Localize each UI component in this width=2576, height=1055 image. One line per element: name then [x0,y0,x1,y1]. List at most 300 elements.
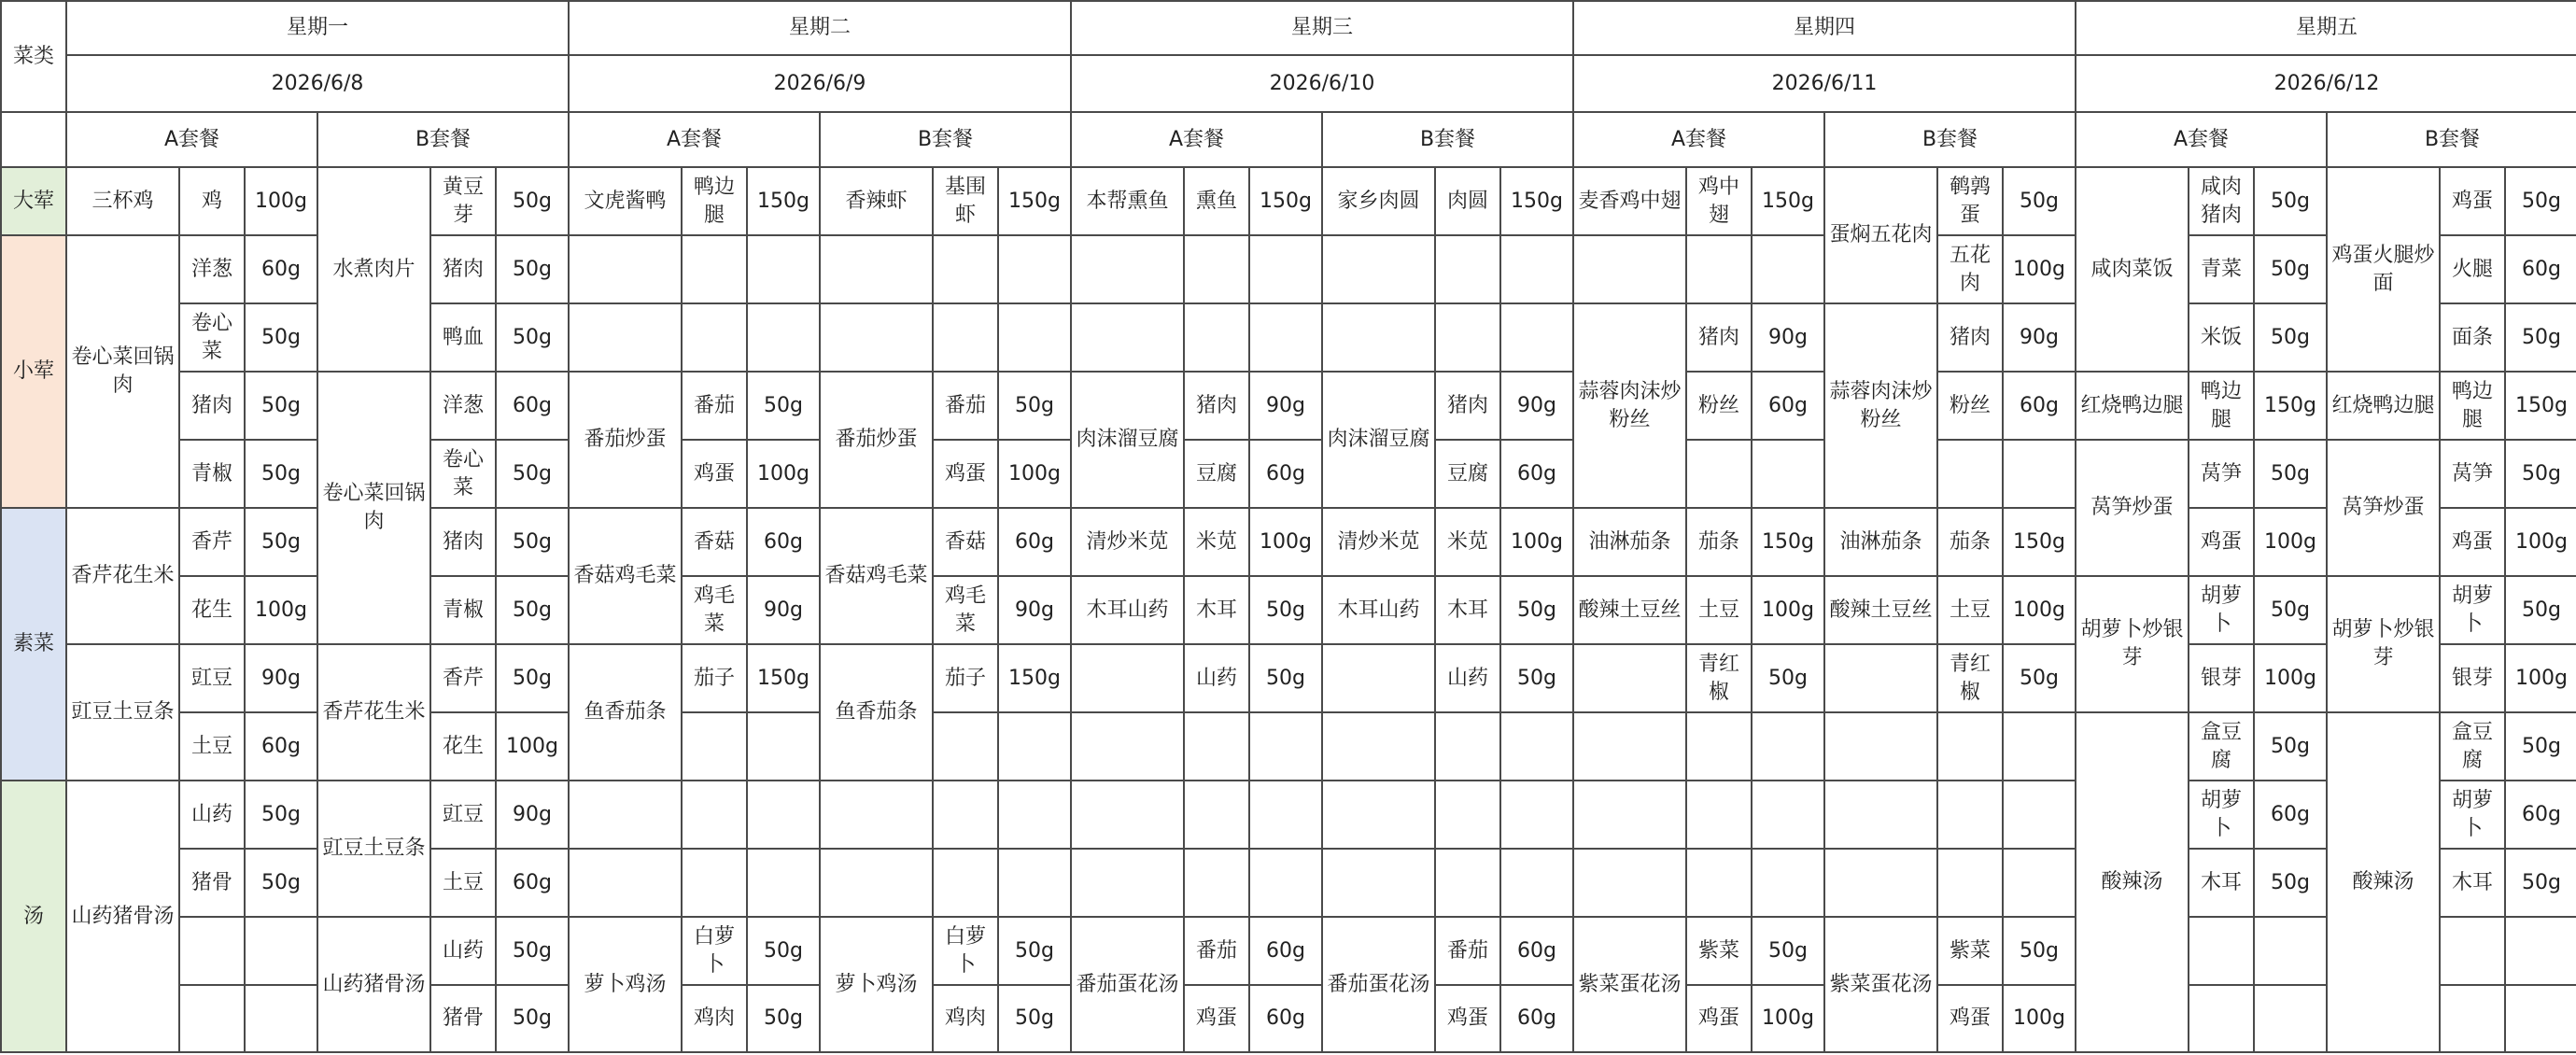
date-header: 2026/6/10 [1072,56,1574,113]
ingredient-qty: 150g [748,645,821,713]
dish-name: 蛋焖五花肉 [1825,168,1938,304]
ingredient-qty: 150g [1250,168,1323,236]
ingredient-qty: 50g [246,850,318,918]
ingredient-name: 莴笋 [2441,441,2506,509]
empty-cell [1574,713,1687,781]
set-header: B套餐 [821,113,1072,168]
ingredient-name: 木耳 [1436,577,1501,645]
set-header: B套餐 [318,113,570,168]
ingredient-qty: 100g [999,441,1072,509]
dish-name: 水煮肉片 [318,168,431,373]
ingredient-name: 银芽 [2441,645,2506,713]
empty-cell [1501,236,1574,304]
ingredient-name: 木耳 [2441,850,2506,918]
ingredient-name: 山药 [1436,645,1501,713]
empty-cell [1574,850,1687,918]
dish-name: 酸辣土豆丝 [1825,577,1938,645]
ingredient-name: 猪肉 [1185,373,1250,441]
empty-cell [570,781,683,850]
ingredient-name: 五花肉 [1938,236,2004,304]
empty-cell [1436,236,1501,304]
ingredient-qty: 50g [2506,304,2576,373]
ingredient-name: 花生 [180,577,246,645]
ingredient-qty: 100g [2506,645,2576,713]
ingredient-qty: 100g [2004,986,2076,1053]
ingredient-name: 粉丝 [1938,373,2004,441]
dish-name: 鸡蛋火腿炒面 [2328,168,2441,373]
ingredient-name: 茄条 [1687,509,1753,577]
ingredient-qty: 50g [497,509,570,577]
ingredient-qty: 50g [999,986,1072,1053]
ingredient-qty: 50g [2004,918,2076,986]
ingredient-qty: 100g [1753,577,1825,645]
ingredient-name: 胡萝卜 [2189,577,2255,645]
empty-cell [1687,781,1753,850]
ingredient-qty: 50g [999,918,1072,986]
weekday-header: 星期四 [1574,0,2076,56]
ingredient-name: 猪肉 [1687,304,1753,373]
dish-name: 豇豆土豆条 [318,781,431,918]
empty-cell [748,236,821,304]
ingredient-qty: 50g [246,781,318,850]
ingredient-qty: 60g [2004,373,2076,441]
dish-name: 紫菜蛋花汤 [1825,918,1938,1053]
ingredient-qty: 50g [2255,713,2328,781]
ingredient-name: 番茄 [683,373,748,441]
dish-name: 油淋茄条 [1825,509,1938,577]
empty-cell [1501,850,1574,918]
ingredient-qty: 50g [2255,441,2328,509]
dish-name: 番茄炒蛋 [821,373,934,509]
weekday-header: 星期五 [2076,0,2576,56]
ingredient-qty: 50g [2506,850,2576,918]
ingredient-qty: 60g [999,509,1072,577]
dish-name: 蒜蓉肉沫炒粉丝 [1574,304,1687,509]
ingredient-name: 鸭血 [431,304,497,373]
ingredient-qty: 60g [497,373,570,441]
empty-cell [1574,781,1687,850]
date-header: 2026/6/11 [1574,56,2076,113]
empty-cell [999,781,1072,850]
ingredient-qty: 150g [999,645,1072,713]
ingredient-name: 土豆 [1687,577,1753,645]
empty-cell [570,236,683,304]
empty-cell [1938,781,2004,850]
empty-cell [934,713,999,781]
dish-name: 山药猪骨汤 [67,781,180,1053]
ingredient-name: 山药 [180,781,246,850]
empty-cell [1687,850,1753,918]
date-header: 2026/6/12 [2076,56,2576,113]
ingredient-name: 鸡蛋 [1185,986,1250,1053]
ingredient-qty: 60g [246,713,318,781]
ingredient-qty: 100g [748,441,821,509]
ingredient-name: 白萝卜 [683,918,748,986]
weekday-header: 星期二 [570,0,1072,56]
ingredient-qty: 60g [2506,781,2576,850]
ingredient-qty: 50g [2506,168,2576,236]
ingredient-qty: 90g [1753,304,1825,373]
dish-name: 红烧鸭边腿 [2076,373,2189,441]
ingredient-name: 茄条 [1938,509,2004,577]
ingredient-name: 咸肉猪肉 [2189,168,2255,236]
ingredient-name: 洋葱 [431,373,497,441]
empty-cell [1250,304,1323,373]
dish-name: 萝卜鸡汤 [570,918,683,1053]
ingredient-qty: 50g [748,918,821,986]
ingredient-qty: 60g [1753,373,1825,441]
dish-name: 红烧鸭边腿 [2328,373,2441,441]
empty-cell [1250,850,1323,918]
empty-cell [2189,986,2255,1053]
dish-name: 本帮熏鱼 [1072,168,1185,236]
ingredient-qty: 100g [2255,645,2328,713]
ingredient-qty: 60g [246,236,318,304]
dish-name: 紫菜蛋花汤 [1574,918,1687,1053]
empty-cell [1753,713,1825,781]
empty-cell [2506,918,2576,986]
ingredient-name: 鸡毛菜 [683,577,748,645]
empty-cell [1323,781,1436,850]
empty-cell [1436,304,1501,373]
set-header: B套餐 [2328,113,2576,168]
ingredient-name: 洋葱 [180,236,246,304]
dish-name: 山药猪骨汤 [318,918,431,1053]
empty-cell [1250,781,1323,850]
dish-name: 豇豆土豆条 [67,645,180,781]
dish-name: 香芹花生米 [67,509,180,645]
dish-name: 莴笋炒蛋 [2076,441,2189,577]
ingredient-qty: 50g [246,373,318,441]
ingredient-name: 青红椒 [1687,645,1753,713]
ingredient-name: 木耳 [2189,850,2255,918]
weekday-header: 星期一 [67,0,570,56]
ingredient-qty: 100g [246,577,318,645]
set-header: A套餐 [1574,113,1825,168]
empty-cell [1250,236,1323,304]
ingredient-name: 胡萝卜 [2441,577,2506,645]
ingredient-qty: 90g [2004,304,2076,373]
ingredient-name: 豆腐 [1436,441,1501,509]
ingredient-name: 肉圆 [1436,168,1501,236]
empty-cell [1072,304,1185,373]
ingredient-qty: 150g [1501,168,1574,236]
dish-name: 鱼香茄条 [570,645,683,781]
ingredient-qty: 50g [748,986,821,1053]
ingredient-name: 鸭边腿 [2189,373,2255,441]
ingredient-name: 山药 [431,918,497,986]
ingredient-name: 猪肉 [1938,304,2004,373]
ingredient-name: 猪骨 [180,850,246,918]
empty-cell [1501,304,1574,373]
ingredient-qty: 60g [2255,781,2328,850]
ingredient-name: 鸡蛋 [934,441,999,509]
empty-cell [1687,441,1753,509]
ingredient-qty: 50g [1250,577,1323,645]
empty-cell [934,236,999,304]
ingredient-qty: 60g [1250,986,1323,1053]
dish-name: 肉沫溜豆腐 [1072,373,1185,509]
empty-cell [1687,713,1753,781]
empty-cell [1323,713,1436,781]
empty-cell [1323,304,1436,373]
ingredient-qty: 90g [999,577,1072,645]
ingredient-name: 土豆 [431,850,497,918]
ingredient-name: 番茄 [1436,918,1501,986]
empty-cell [1072,850,1185,918]
ingredient-qty: 50g [497,168,570,236]
empty-cell [2004,713,2076,781]
ingredient-name: 木耳 [1185,577,1250,645]
empty-cell [1825,645,1938,713]
ingredient-qty: 150g [1753,509,1825,577]
ingredient-name: 胡萝卜 [2189,781,2255,850]
ingredient-name: 基围虾 [934,168,999,236]
dish-name: 卷心菜回锅肉 [67,236,180,509]
ingredient-name: 豇豆 [431,781,497,850]
empty-cell [999,304,1072,373]
dish-name: 香辣虾 [821,168,934,236]
empty-cell [1753,441,1825,509]
ingredient-qty: 90g [497,781,570,850]
ingredient-qty: 150g [2255,373,2328,441]
empty-cell [821,236,934,304]
ingredient-qty: 50g [497,577,570,645]
date-header: 2026/6/8 [67,56,570,113]
dish-name: 肉沫溜豆腐 [1323,373,1436,509]
empty-cell [1753,781,1825,850]
set-header: A套餐 [67,113,318,168]
ingredient-qty: 50g [2004,645,2076,713]
ingredient-qty: 50g [497,236,570,304]
dish-name: 木耳山药 [1072,577,1185,645]
ingredient-qty: 50g [497,986,570,1053]
ingredient-name: 盒豆腐 [2441,713,2506,781]
empty-cell [999,850,1072,918]
ingredient-name: 土豆 [180,713,246,781]
ingredient-name: 茄子 [934,645,999,713]
ingredient-qty: 100g [2506,509,2576,577]
empty-cell [2004,850,2076,918]
empty-cell [2189,918,2255,986]
empty-cell [1825,850,1938,918]
ingredient-qty: 50g [2004,168,2076,236]
dish-name: 莴笋炒蛋 [2328,441,2441,577]
ingredient-name: 猪肉 [180,373,246,441]
ingredient-name: 鸡肉 [683,986,748,1053]
ingredient-qty: 100g [1753,986,1825,1053]
ingredient-name: 山药 [1185,645,1250,713]
empty-cell [1825,781,1938,850]
ingredient-name: 鸡蛋 [683,441,748,509]
weekday-header: 星期三 [1072,0,1574,56]
ingredient-name: 白萝卜 [934,918,999,986]
ingredient-name: 青红椒 [1938,645,2004,713]
ingredient-name: 莴笋 [2189,441,2255,509]
dish-name: 蒜蓉肉沫炒粉丝 [1825,304,1938,509]
ingredient-name: 猪肉 [431,509,497,577]
ingredient-name: 鸡蛋 [2189,509,2255,577]
empty-cell [1753,850,1825,918]
ingredient-name: 香菇 [683,509,748,577]
ingredient-qty: 50g [2506,441,2576,509]
empty-cell [1436,781,1501,850]
ingredient-qty: 50g [999,373,1072,441]
ingredient-name: 土豆 [1938,577,2004,645]
ingredient-qty: 50g [246,441,318,509]
ingredient-qty: 60g [2506,236,2576,304]
empty-cell [821,304,934,373]
empty-cell [2441,918,2506,986]
ingredient-name: 粉丝 [1687,373,1753,441]
ingredient-qty: 50g [1250,645,1323,713]
ingredient-qty: 50g [497,918,570,986]
ingredient-qty: 100g [2255,509,2328,577]
empty-cell [570,850,683,918]
empty-cell [1753,236,1825,304]
empty-cell [1323,645,1436,713]
empty-cell [934,781,999,850]
empty-cell [2506,986,2576,1053]
ingredient-qty: 150g [1753,168,1825,236]
empty-cell [246,986,318,1053]
dish-name: 番茄蛋花汤 [1072,918,1185,1053]
empty-cell [1072,781,1185,850]
set-header: B套餐 [1323,113,1574,168]
empty-cell [748,304,821,373]
ingredient-qty: 60g [1501,918,1574,986]
ingredient-name: 豆腐 [1185,441,1250,509]
ingredient-name: 卷心菜 [431,441,497,509]
empty-cell [683,781,748,850]
dish-name: 鱼香茄条 [821,645,934,781]
empty-cell [1574,236,1687,304]
ingredient-qty: 50g [2255,304,2328,373]
empty-cell [2255,986,2328,1053]
ingredient-name: 鹌鹑蛋 [1938,168,2004,236]
ingredient-name: 猪肉 [431,236,497,304]
empty-cell [1323,850,1436,918]
empty-cell [683,304,748,373]
ingredient-qty: 60g [497,850,570,918]
ingredient-name: 鸡蛋 [1687,986,1753,1053]
empty-cell [683,236,748,304]
category-label: 素菜 [0,509,67,781]
dish-name: 清炒米苋 [1323,509,1436,577]
empty-cell [1825,713,1938,781]
dish-name: 萝卜鸡汤 [821,918,934,1053]
dish-name: 番茄蛋花汤 [1323,918,1436,1053]
ingredient-qty: 50g [1753,645,1825,713]
empty-cell [821,781,934,850]
ingredient-qty: 50g [246,509,318,577]
dish-name: 香芹花生米 [318,645,431,781]
ingredient-name: 胡萝卜 [2441,781,2506,850]
ingredient-qty: 60g [1501,441,1574,509]
ingredient-qty: 100g [1501,509,1574,577]
ingredient-name: 猪骨 [431,986,497,1053]
ingredient-name: 鸡中翅 [1687,168,1753,236]
ingredient-name: 米苋 [1436,509,1501,577]
empty-cell [246,918,318,986]
ingredient-qty: 150g [999,168,1072,236]
dish-name: 胡萝卜炒银芽 [2076,577,2189,713]
category-label: 小荤 [0,236,67,509]
ingredient-name: 番茄 [1185,918,1250,986]
ingredient-qty: 90g [246,645,318,713]
ingredient-name: 鸡蛋 [2441,168,2506,236]
set-header: A套餐 [1072,113,1323,168]
empty-cell [1072,236,1185,304]
ingredient-qty: 50g [1501,577,1574,645]
dish-name: 酸辣汤 [2328,713,2441,1053]
ingredient-qty: 50g [1753,918,1825,986]
ingredient-qty: 60g [1250,918,1323,986]
ingredient-name: 紫菜 [1687,918,1753,986]
ingredient-name: 面条 [2441,304,2506,373]
category-label: 大荤 [0,168,67,236]
empty-cell [1501,781,1574,850]
ingredient-qty: 50g [2506,713,2576,781]
empty-cell [934,304,999,373]
ingredient-name: 番茄 [934,373,999,441]
ingredient-qty: 50g [2255,236,2328,304]
empty-cell [1436,713,1501,781]
corner-blank-cell [0,113,67,168]
corner-label-cell: 菜类 [0,0,67,113]
dish-name: 胡萝卜炒银芽 [2328,577,2441,713]
ingredient-name: 米饭 [2189,304,2255,373]
ingredient-qty: 50g [1501,645,1574,713]
set-header: B套餐 [1825,113,2076,168]
empty-cell [1574,645,1687,713]
dish-name: 麦香鸡中翅 [1574,168,1687,236]
ingredient-name: 香芹 [431,645,497,713]
empty-cell [999,713,1072,781]
set-header: A套餐 [570,113,821,168]
dish-name: 文虎酱鸭 [570,168,683,236]
empty-cell [1250,713,1323,781]
empty-cell [1185,850,1250,918]
category-label: 汤 [0,781,67,1053]
dish-name: 酸辣土豆丝 [1574,577,1687,645]
dish-name: 香菇鸡毛菜 [821,509,934,645]
ingredient-name: 鸡蛋 [2441,509,2506,577]
empty-cell [2255,918,2328,986]
empty-cell [748,781,821,850]
empty-cell [1687,236,1753,304]
empty-cell [1185,781,1250,850]
date-header: 2026/6/9 [570,56,1072,113]
ingredient-qty: 50g [2255,850,2328,918]
ingredient-qty: 150g [748,168,821,236]
dish-name: 三杯鸡 [67,168,180,236]
ingredient-name: 豇豆 [180,645,246,713]
ingredient-qty: 50g [246,304,318,373]
empty-cell [1185,713,1250,781]
ingredient-name: 鸡 [180,168,246,236]
ingredient-name: 黄豆芽 [431,168,497,236]
ingredient-qty: 50g [2255,577,2328,645]
ingredient-qty: 150g [2004,509,2076,577]
ingredient-qty: 50g [748,373,821,441]
ingredient-qty: 100g [2004,236,2076,304]
ingredient-name: 紫菜 [1938,918,2004,986]
ingredient-name: 香芹 [180,509,246,577]
ingredient-name: 鸭边腿 [683,168,748,236]
ingredient-qty: 60g [748,509,821,577]
dish-name: 清炒米苋 [1072,509,1185,577]
